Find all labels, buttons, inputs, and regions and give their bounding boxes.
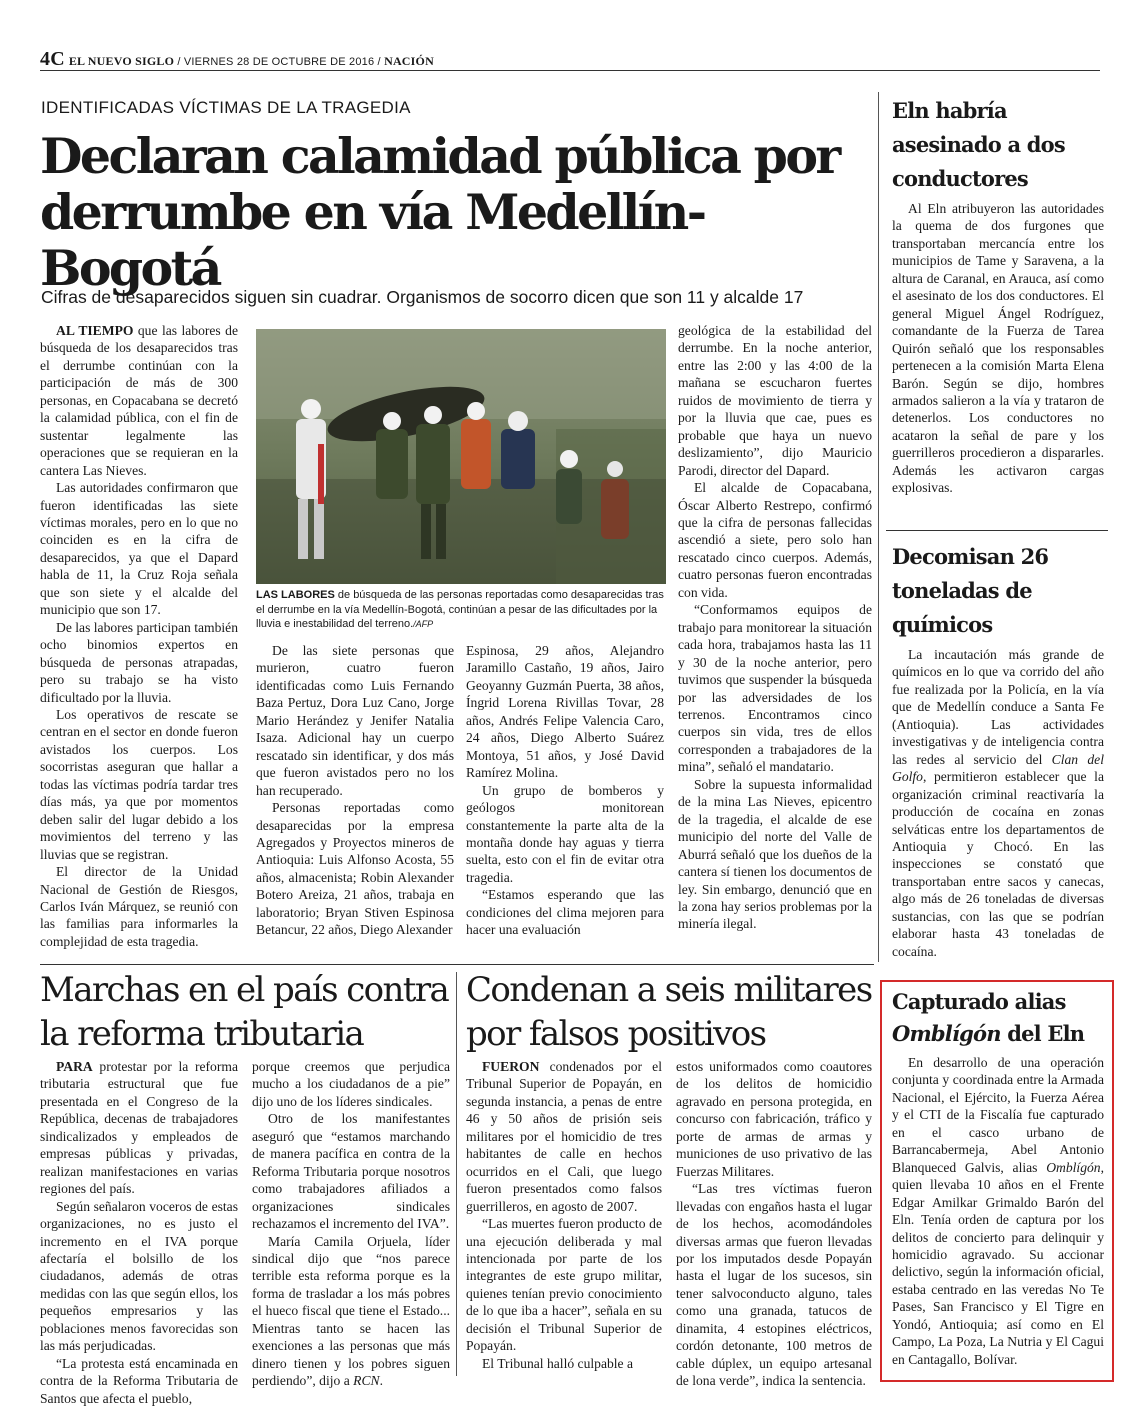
- main-deck: Cifras de desaparecidos siguen sin cuadrar. Organismos de socorro dicen que son 11 y alcalde 17: [41, 287, 804, 307]
- page-header: [40, 48, 1100, 71]
- main-column-3: [466, 642, 664, 939]
- paragraph: El director de la Unidad Nacional de Gestión de Riesgos, Carlos Iván Márquez, se reunió con las familias para informarles la complejidad de esta tragedia.: [40, 864, 238, 949]
- paragraph: De las labores participan también ocho binomios expertos en búsqueda de personas atrapadas, pero su trabajo se ha visto dificultado por la lluvia.: [40, 619, 238, 705]
- sidebar-story-2-title: Decomisan 26 toneladas de químicos: [892, 544, 1049, 637]
- sidebar-story-2-body: La incautación más grande de químicos en lo que va corrido del año fue realizada por la Policía, en la vía que de Medellín conduce a Santa Fe (Antioquia). Las actividades investigativas y de inteligencia contra las redes al servicio del Clan del Golfo, permitieron establecer que la organización criminal reactivaría la producción de cocaína en zonas selváticas entre los departamentos de Antioquia y Chocó. En las inspecciones se constató que transportaban entre sacos y canecas, algo más de 26 toneladas de diversas sustancias, con las que se podrían elaborar hasta 43 toneladas de cocaína.: [892, 647, 1104, 959]
- paragraph: geológica de la estabilidad del derrumbe. En la noche anterior, entre las 2:00 y las 4:00 de la mañana se escucharon fuertes ruidos de movimiento de tierra y por la lluvia que cae, pues es probable que haya un nuevo deslizamiento”, dijo Mauricio Parodi, director del Dapard.: [678, 323, 872, 478]
- paragraph: “Conformamos equipos de trabajo para monitorear la situación cada hora, trabajamos hasta las 11 y 30 de la noche anterior, pero tuvimos que suspender la búsqueda por las adversidades de los terrenos. Encontramos cinco cuerpos sin vida, tres de ellos corresponden a trabajadores de la mina”, señaló el mandatario.: [678, 602, 872, 775]
- condenan-title: Condenan a seis militares por falsos positivos: [466, 970, 872, 1054]
- paragraph: Personas reportadas como desaparecidas por la empresa Agregados y Proyectos mineros de Antioquia: Luis Alfonso Acosta, 55 años, almacenista; Robin Alexander Botero Areiza, 21 años, trabaja en laboratorio; Bryan Stiven Espinosa Betancur, 22 años, Diego Alexander: [256, 800, 454, 938]
- main-column-2: [256, 642, 454, 939]
- column-divider: [456, 972, 457, 1376]
- paragraph: De las siete personas que murieron, cuatro fueron identificadas como Luis Fernando Baza Pertuz, Dora Luz Cano, Jorge Mario Herández y Jenifer Natalia Isaza. Adicional hay un cuerpo rescatado sin identificar, y dos más que fueron avistados pero no los han recuperado.: [256, 643, 454, 798]
- section-divider: [886, 530, 1108, 531]
- section-divider: [40, 964, 874, 965]
- main-headline: Declaran calamidad pública por derrumbe en vía Medellín-Bogotá: [40, 127, 839, 297]
- sidebar-story-1-body: Al Eln atribuyeron las autoridades la quema de dos furgones que transportaban mercancía entre los municipios de Tame y Saravena, a la altura de Caranal, en Arauca, así como el asesinato de los dos conductores. El general Miguel Ángel Rodríguez, comandante de la Fuerza de Tarea Quirón señaló que los responsables pertenecen a la comisión Marta Elena Barón. Según se dijo, hombres armados salieron a la vía y trataron de detenerlos. Los conductores no acataron la señal de pare y los guerrilleros procedieron a dispararles. Además les activaron cargas explosivas.: [892, 201, 1104, 496]
- lead-word: AL TIEMPO: [56, 323, 134, 338]
- paragraph: AL TIEMPO que las labores de búsqueda de los desaparecidos tras el derrumbe continúan con la participación de más de 300 personas, en Copacabana se decretó la calamidad pública, con el fin de sustentar legalmente las operaciones que se requieran en la cantera Las Nieves.: [40, 323, 238, 478]
- photo-caption: LAS LABORES de búsqueda de las personas reportadas como desaparecidas tras el derrumbe en la vía Medellín-Bogotá, continúan a pesar de las dificultades por la lluvia e inestabilidad del terreno./AFP: [256, 589, 664, 630]
- issue-date: / VIERNES 28 DE OCTUBRE DE 2016 /: [174, 56, 385, 68]
- sidebar-story-3-body: En desarrollo de una operación conjunta y coordinada entre la Armada Nacional, el Ejército, la Fuerza Aérea y el CTI de la Fiscalía fue capturado en el casco urbano de Barrancabermeja, Abel Antonio Blanqueced Galvis, alias Omblígón, quien llevaba 10 años en el Frente Edgar Amilkar Grimaldo Barón del Eln. Tenía orden de captura por los delitos de concierto para delinquir y homicidio agravado. Su accionar delictivo, según la información oficial, estaba centrado en las veredas No Te Pases, San Francisco y El Tigre en Yondó, Antioquia; así como en El Campo, La Poza, La Nutria y El Cagui en Cantagallo, Bolívar.: [892, 1055, 1104, 1367]
- main-column-1: [40, 322, 238, 950]
- caption-lead: LAS LABORES: [256, 589, 335, 601]
- condenan-column-2: estos uniformados como coautores de los delitos de homicidio agravado en persona protegida, en concurso con fabricación, tráfico y porte de armas de armas y municiones de uso privativo de las Fuerzas Militares. “Las tres víctimas fueron llevadas con engaños hasta el lugar de los hechos, acomodándoles diversas armas que fueron llevadas por los imputados desde Popayán hasta el lugar de los sucesos, sin tener salvoconducto alguno, tales como una granada, tatucos de dinamita, 4 estopines eléctricos, cordón detonante, 100 metros de cable dúplex, un equipo artesanal de lona verde”, indica la sentencia.: [676, 1059, 872, 1389]
- rescue-photo: [256, 329, 666, 584]
- photo-credit: /AFP: [413, 619, 434, 629]
- newspaper-name: EL NUEVO SIGLO: [68, 54, 175, 68]
- marchas-column-2: porque creemos que perjudica mucho a los ciudadanos de a pie” dijo uno de los líderes sindicales. Otro de los manifestantes aseguró que “estamos marchando de manera pacífica en contra de la Reforma Tributaria porque nosotros como trabajadores afiliados a organizaciones sindicales rechazamos el incremento del IVA”. María Camila Orjuela, líder sindical dijo que “nos parece terrible esta reforma porque es la forma de trasladar a los más pobres el hueco fiscal que tiene el Estado... Mientras tanto se hacen las exenciones a las personas que más dinero tienen y los pobres siguen perdiendo”, dijo a RCN.: [252, 1059, 450, 1389]
- main-column-4: [678, 322, 872, 933]
- page-number: 4C: [40, 48, 65, 70]
- sidebar-story-1-title: Eln habría asesinado a dos conductores: [892, 98, 1065, 191]
- paragraph: Las autoridades confirmaron que fueron identificadas las siete víctimas morales, pero en lo que no coinciden es en la cifra de desaparecidos, ya que el Dapard habla de 11, la Cruz Roja señala que son siete y el alcalde del municipio que son 17.: [40, 480, 238, 618]
- marchas-column-1: PARA protestar por la reforma tributaria estructural que fue presentada en el Congreso de la República, decenas de trabajadores sindicalizados y empleados de empresas públicas y privadas, realizan manifestaciones en varias regiones del país. Según señalaron voceros de estas organizaciones, no es justo el incremento en el IVA porque afectaría el bolsillo de los ciudadanos, además de otras medidas con las que según ellos, los pequeños empresarios y las poblaciones menos favorecidas son las más perjudicadas. “La protesta está encaminada en contra de la Reforma Tributaria de Santos que afecta el pueblo,: [40, 1059, 238, 1406]
- marchas-title: Marchas en el país contra la reforma tributaria: [40, 970, 449, 1054]
- paragraph: El alcalde de Copacabana, Óscar Alberto Restrepo, confirmó que la cifra de personas fallecidas ascendió a siete, pero solo han rescatado cinco cuerpos. Además, cuatro personas fueron encontradas con vida.: [678, 480, 872, 600]
- rescue-photo-illustration: [256, 329, 666, 584]
- paragraph: Los operativos de rescate se centran en el sector en donde fueron avistados los cuerpos. Los socorristas aseguran que hallar a todas las víctimas podría tardar tres días más, ya que por momentos deben salir del lugar debido a los movimientos del terreno y las lluvias que se registran.: [40, 706, 238, 862]
- paragraph: Un grupo de bomberos y geólogos monitorean constantemente la parte alta de la montaña donde hay aguas y tierra suelta, esto con el fin de evitar otra tragedia.: [466, 782, 664, 885]
- column-divider: [878, 92, 879, 962]
- paragraph: “Estamos esperando que las condiciones del clima mejoren para hacer una evaluación: [466, 887, 664, 938]
- paragraph: Sobre la supuesta informalidad de la mina Las Nieves, epicentro de la tragedia, el alcalde de ese municipio del norte del Valle de Aburrá señaló que los dueños de la cantera sí tienen los documentos de ley. Sin embargo, denunció que en la zona hay serios problemas por la minería ilegal.: [678, 776, 872, 932]
- section-name: NACIÓN: [384, 54, 434, 68]
- paragraph: Espinosa, 29 años, Alejandro Jaramillo Castaño, 19 años, Jairo Geoyanny Guzmán Puerta, 38 años, Íngrid Lorena Rivillas Tovar, 28 años, Andrés Felipe Valencia Caro, 24 años, Diego Alberto Suárez Montoya, 51 años, y José David Ramírez Molina.: [466, 643, 664, 781]
- sidebar-story-3-title: Capturado alias Omblígón del Eln: [892, 989, 1085, 1046]
- condenan-column-1: FUERON condenados por el Tribunal Superior de Popayán, en segunda instancia, a penas de entre 46 y 50 años de prisión seis militares por el homicidio de tres habitantes de calle en hechos ocurridos en el Cali, que luego fueron presentados como falsos guerrilleros, en agosto de 2007. “Las muertes fueron producto de una ejecución deliberada y mal intencionada por parte de los integrantes de este grupo militar, quienes tenían previo conocimiento de lo que iba a hacer”, señala en su decisión el Tribunal Superior de Popayán. El Tribunal halló culpable a: [466, 1059, 662, 1371]
- main-kicker: IDENTIFICADAS VÍCTIMAS DE LA TRAGEDIA: [41, 98, 411, 117]
